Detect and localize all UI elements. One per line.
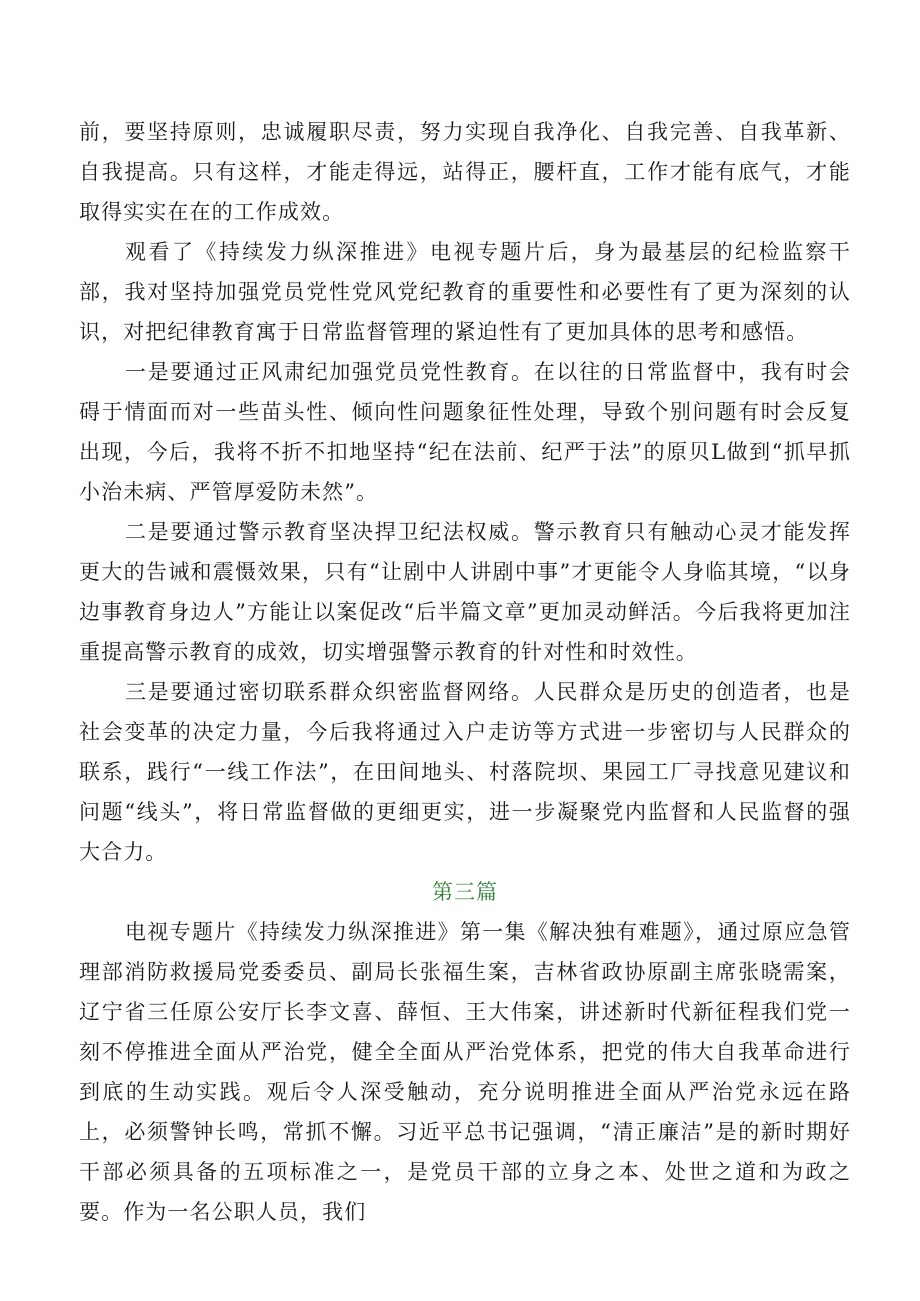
paragraph-section-3: 电视专题片《持续发力纵深推进》第一集《解决独有难题》，通过原应急管理部消防救援局党委委员、副局长张福生案，吉林省政协原副主席张晓需案，辽宁省三任原公安厅长李文喜、薛恒、王大伟案，讲述新时代新征程我们党一刻不停推进全面从严治党，健全全面从严治党体系，把党的伟大自我革命进行到底的生动实践。观后令人深受触动，充分说明推进全面从严治党永远在路上，必须警钟长鸣，常抓不懈。习近平总书记强调，“清正廉洁”是的新时期好干部必须具备的五项标准之一，是党员干部的立身之本、处世之道和为政之要。作为一名公职人员，我们 <box>79 920 851 1224</box>
section-title: 第三篇 <box>432 880 498 904</box>
paragraph-point-1: 一是要通过正风肃纪加强党员党性教育。在以往的日常监督中，我有时会碍于情面而对一些苗头性、倾向性问题象征性处理，导致个别问题有时会反复出现，今后，我将不折不扣地坚持“纪在法前、纪严于法”的原贝L做到“抓早抓小治未病、严管厚爱防未然”。 <box>79 360 851 504</box>
paragraph-continued: 前，要坚持原则，忠诚履职尽责，努力实现自我净化、自我完善、自我革新、自我提高。只有这样，才能走得远，站得正，腰杆直，工作才能有底气，才能取得实实在在的工作成效。 <box>79 120 851 224</box>
paragraph-point-3: 三是要通过密切联系群众织密监督网络。人民群众是历史的创造者，也是社会变革的决定力量，今后我将通过入户走访等方式进一步密切与人民群众的联系，践行“一线工作法”，在田间地头、村落院坝、果园工厂寻找意见建议和问题“线头”，将日常监督做的更细更实，进一步凝聚党内监督和人民监督的强大合力。 <box>79 680 851 864</box>
paragraph-point-2: 二是要通过警示教育坚决捍卫纪法权威。警示教育只有触动心灵才能发挥更大的告诫和震慑效果，只有“让剧中人讲剧中事”才更能令人身临其境，“以身边事教育身边人”方能让以案促改“后半篇文章”更加灵动鲜活。今后我将更加注重提高警示教育的成效，切实增强警示教育的针对性和时效性。 <box>79 520 851 664</box>
document-body <box>79 112 851 1232</box>
paragraph-intro: 观看了《持续发力纵深推进》电视专题片后，身为最基层的纪检监察干部，我对坚持加强党员党性党风党纪教育的重要性和必要性有了更为深刻的认识，对把纪律教育寓于日常监督管理的紧迫性有了更加具体的思考和感悟。 <box>79 240 851 344</box>
